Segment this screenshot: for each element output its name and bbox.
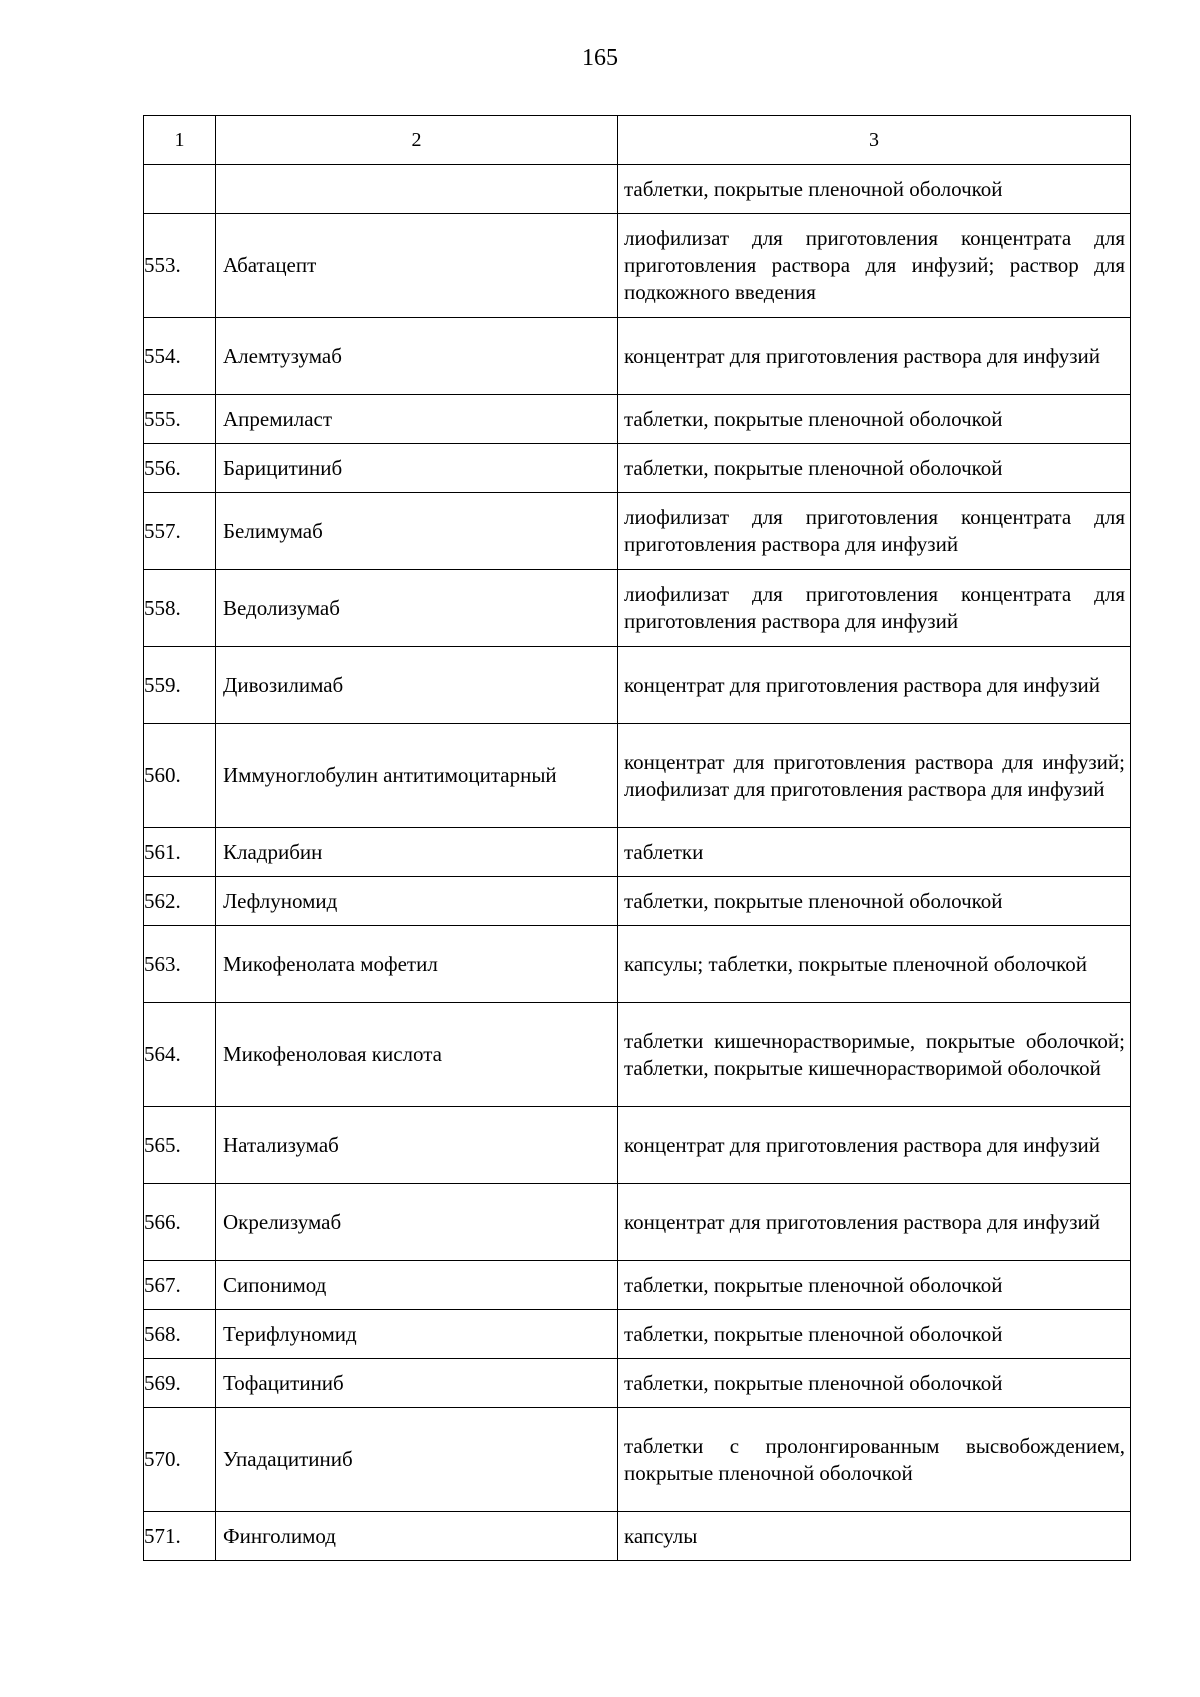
row-number: 560. xyxy=(144,724,216,828)
row-number: 566. xyxy=(144,1184,216,1261)
drug-name: Натализумаб xyxy=(216,1107,618,1184)
dosage-form: таблетки, покрытые пленочной оболочкой xyxy=(618,1310,1131,1359)
table-row xyxy=(144,214,1131,318)
drug-name: Алемтузумаб xyxy=(216,318,618,395)
dosage-form: таблетки xyxy=(618,828,1131,877)
dosage-form: таблетки, покрытые пленочной оболочкой xyxy=(618,1261,1131,1310)
row-number: 564. xyxy=(144,1003,216,1107)
column-header-2: 2 xyxy=(216,116,618,165)
drug-name: Сипонимод xyxy=(216,1261,618,1310)
dosage-form: концентрат для приготовления раствора для инфузий xyxy=(618,1107,1131,1184)
table-row xyxy=(144,493,1131,570)
drug-name: Тофацитиниб xyxy=(216,1359,618,1408)
drug-name: Иммуноглобулин антитимоцитарный xyxy=(216,724,618,828)
column-header-1: 1 xyxy=(144,116,216,165)
dosage-form: лиофилизат для приготовления концентрата для приготовления раствора для инфузий xyxy=(618,570,1131,647)
table-row xyxy=(144,1003,1131,1107)
table-row xyxy=(144,395,1131,444)
table-row xyxy=(144,570,1131,647)
dosage-form: таблетки с пролонгированным высвобождением, покрытые пленочной оболочкой xyxy=(618,1408,1131,1512)
drug-name: Кладрибин xyxy=(216,828,618,877)
row-number xyxy=(144,165,216,214)
table-row xyxy=(144,1184,1131,1261)
dosage-form: лиофилизат для приготовления концентрата для приготовления раствора для инфузий xyxy=(618,493,1131,570)
dosage-form: таблетки кишечнорастворимые, покрытые оболочкой; таблетки, покрытые кишечнорастворимой оболочкой xyxy=(618,1003,1131,1107)
drug-name: Апремиласт xyxy=(216,395,618,444)
table-header-row xyxy=(144,116,1131,165)
row-number: 556. xyxy=(144,444,216,493)
row-number: 565. xyxy=(144,1107,216,1184)
drug-name: Терифлуномид xyxy=(216,1310,618,1359)
table-row xyxy=(144,444,1131,493)
drug-name: Ведолизумаб xyxy=(216,570,618,647)
row-number: 561. xyxy=(144,828,216,877)
table-row xyxy=(144,724,1131,828)
drug-name: Финголимод xyxy=(216,1512,618,1561)
row-number: 571. xyxy=(144,1512,216,1561)
drug-table xyxy=(143,115,1131,1561)
row-number: 570. xyxy=(144,1408,216,1512)
row-number: 568. xyxy=(144,1310,216,1359)
drug-name: Абатацепт xyxy=(216,214,618,318)
table-row xyxy=(144,926,1131,1003)
drug-name: Микофенолата мофетил xyxy=(216,926,618,1003)
table-row xyxy=(144,877,1131,926)
drug-name: Белимумаб xyxy=(216,493,618,570)
row-number: 569. xyxy=(144,1359,216,1408)
table-row xyxy=(144,1512,1131,1561)
column-header-3: 3 xyxy=(618,116,1131,165)
row-number: 562. xyxy=(144,877,216,926)
dosage-form: концентрат для приготовления раствора для инфузий xyxy=(618,1184,1131,1261)
page-number: 165 xyxy=(582,45,618,71)
row-number: 554. xyxy=(144,318,216,395)
table-row xyxy=(144,647,1131,724)
drug-name: Дивозилимаб xyxy=(216,647,618,724)
row-number: 567. xyxy=(144,1261,216,1310)
table-row xyxy=(144,1107,1131,1184)
dosage-form: концентрат для приготовления раствора для инфузий; лиофилизат для приготовления раствора для инфузий xyxy=(618,724,1131,828)
table-row xyxy=(144,1359,1131,1408)
drug-name: Упадацитиниб xyxy=(216,1408,618,1512)
table-row xyxy=(144,165,1131,214)
row-number: 558. xyxy=(144,570,216,647)
table-row xyxy=(144,1261,1131,1310)
drug-name: Окрелизумаб xyxy=(216,1184,618,1261)
table-row xyxy=(144,1310,1131,1359)
dosage-form: таблетки, покрытые пленочной оболочкой xyxy=(618,444,1131,493)
row-number: 557. xyxy=(144,493,216,570)
table-row xyxy=(144,1408,1131,1512)
drug-name: Лефлуномид xyxy=(216,877,618,926)
drug-name: Барицитиниб xyxy=(216,444,618,493)
row-number: 563. xyxy=(144,926,216,1003)
row-number: 559. xyxy=(144,647,216,724)
row-number: 555. xyxy=(144,395,216,444)
dosage-form: таблетки, покрытые пленочной оболочкой xyxy=(618,395,1131,444)
table-row xyxy=(144,318,1131,395)
dosage-form: капсулы; таблетки, покрытые пленочной оболочкой xyxy=(618,926,1131,1003)
dosage-form: концентрат для приготовления раствора для инфузий xyxy=(618,647,1131,724)
dosage-form: таблетки, покрытые пленочной оболочкой xyxy=(618,877,1131,926)
dosage-form: концентрат для приготовления раствора для инфузий xyxy=(618,318,1131,395)
dosage-form: лиофилизат для приготовления концентрата для приготовления раствора для инфузий; раствор для подкожного введения xyxy=(618,214,1131,318)
dosage-form: таблетки, покрытые пленочной оболочкой xyxy=(618,165,1131,214)
row-number: 553. xyxy=(144,214,216,318)
drug-name: Микофеноловая кислота xyxy=(216,1003,618,1107)
dosage-form: капсулы xyxy=(618,1512,1131,1561)
table-row xyxy=(144,828,1131,877)
dosage-form: таблетки, покрытые пленочной оболочкой xyxy=(618,1359,1131,1408)
drug-name xyxy=(216,165,618,214)
